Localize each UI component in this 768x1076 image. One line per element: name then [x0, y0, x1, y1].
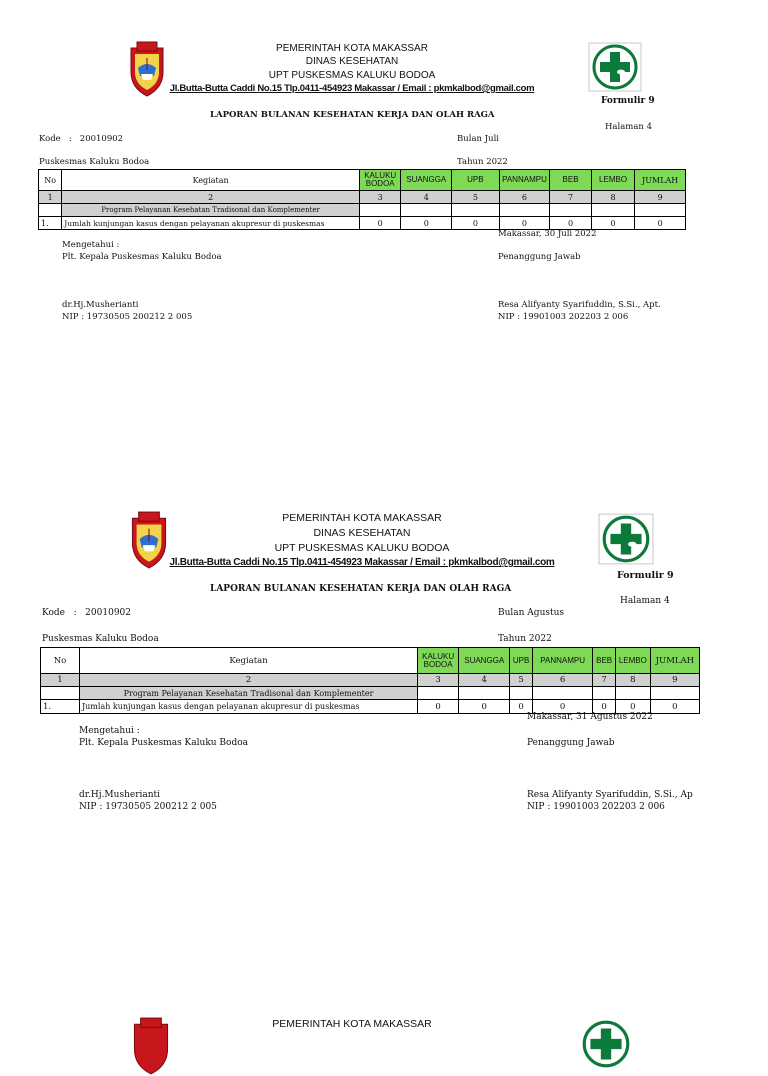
cell-value: 0 — [510, 700, 533, 714]
col-header-pannampu: PANNAMPU — [532, 648, 592, 674]
mengetahui-label: Mengetahui : — [62, 240, 120, 250]
col-header-upb: UPB — [452, 170, 500, 191]
col-number: 3 — [418, 674, 459, 687]
header-line-government: PEMERINTAH KOTA MAKASSAR — [276, 43, 428, 54]
cell-value: 0 — [635, 217, 686, 230]
signatory-left-nip: NIP : 19730505 200212 2 005 — [79, 802, 217, 812]
report-title: LAPORAN BULANAN KESEHATAN KERJA DAN OLAH RAGA — [210, 584, 512, 594]
col-number: 5 — [510, 674, 533, 687]
program-row: Program Pelayanan Kesehatan Tradisonal dan Komplementer — [62, 204, 360, 217]
row-number: 1. — [39, 217, 62, 230]
col-number: 5 — [452, 191, 500, 204]
bulan-label: Bulan Juli — [457, 134, 500, 144]
penanggung-jawab-label: Penanggung Jawab — [527, 738, 615, 748]
col-number: 4 — [401, 191, 452, 204]
col-number: 8 — [591, 191, 635, 204]
signatory-left-nip: NIP : 19730505 200212 2 005 — [62, 312, 193, 322]
col-number: 9 — [650, 674, 699, 687]
col-header-jumlah: JUMLAH — [635, 170, 686, 191]
place-date: Makassar, 31 Agustus 2022 — [527, 712, 653, 722]
col-number: 8 — [615, 674, 650, 687]
col-header-lembo: LEMBO — [615, 648, 650, 674]
formulir-label: Formulir 9 — [617, 570, 674, 581]
bulan-label: Bulan Agustus — [498, 608, 565, 618]
cell-value: 0 — [499, 217, 550, 230]
formulir-label: Formulir 9 — [601, 96, 655, 106]
col-header-beb: BEB — [550, 170, 592, 191]
col-number: 7 — [550, 191, 592, 204]
header-line-government: PEMERINTAH KOTA MAKASSAR — [282, 512, 442, 524]
col-number: 9 — [635, 191, 686, 204]
cell-value: 0 — [615, 700, 650, 714]
col-number: 3 — [359, 191, 401, 204]
header-line-department: DINAS KESEHATAN — [305, 56, 399, 67]
kepala-label: Plt. Kepala Puskesmas Kaluku Bodoa — [79, 738, 249, 748]
cell-value: 0 — [591, 217, 635, 230]
col-number: 1 — [39, 191, 62, 204]
tahun-label: Tahun 2022 — [498, 634, 552, 644]
cell-value: 0 — [532, 700, 592, 714]
col-header-no: No — [41, 648, 80, 674]
header-line-department: DINAS KESEHATAN — [313, 527, 411, 539]
cell-value: 0 — [452, 217, 500, 230]
col-number: 2 — [62, 191, 360, 204]
row-kegiatan: Jumlah kunjungan kasus dengan pelayanan akupresur di puskesmas — [62, 217, 360, 230]
kepala-label: Plt. Kepala Puskesmas Kaluku Bodoa — [62, 252, 222, 262]
col-header-lembo: LEMBO — [591, 170, 635, 191]
col-number: 4 — [459, 674, 510, 687]
halaman-label: Halaman 4 — [605, 122, 652, 132]
program-row: Program Pelayanan Kesehatan Tradisonal dan Komplementer — [79, 687, 417, 700]
cell-value: 0 — [359, 217, 401, 230]
penanggung-jawab-label: Penanggung Jawab — [498, 252, 581, 262]
col-header-suangga: SUANGGA — [401, 170, 452, 191]
header-address: Jl.Butta-Butta Caddi No.15 Tlp.0411-454923 Makassar / Email : pkmkalbod@gmail.com — [169, 83, 535, 94]
place-date: Makassar, 30 Juli 2022 — [498, 229, 597, 239]
header-line-puskesmas: UPT PUSKESMAS KALUKU BODOA — [268, 70, 436, 81]
col-header-suangga: SUANGGA — [459, 648, 510, 674]
col-header-pannampu: PANNAMPU — [499, 170, 550, 191]
signatory-right-name: Resa Alifyanty Syarifuddin, S.Si., Apt. — [498, 300, 661, 310]
row-number: 1. — [41, 700, 80, 714]
col-header-beb: BEB — [593, 648, 616, 674]
cell-value: 0 — [418, 700, 459, 714]
col-header-kegiatan: Kegiatan — [62, 170, 360, 191]
col-header-kaluku-bodoa: KALUKU BODOA — [359, 170, 401, 191]
kode-label: Kode : 20010902 — [42, 608, 131, 618]
signatory-left-name: dr.Hj.Musherianti — [62, 300, 139, 310]
signatory-right-nip: NIP : 19901003 202203 2 006 — [527, 802, 665, 812]
col-number: 2 — [79, 674, 417, 687]
col-header-kaluku-bodoa: KALUKU BODOA — [418, 648, 459, 674]
signatory-left-name: dr.Hj.Musherianti — [79, 790, 161, 800]
cell-value: 0 — [459, 700, 510, 714]
mengetahui-label: Mengetahui : — [79, 726, 140, 736]
report-title: LAPORAN BULANAN KESEHATAN KERJA DAN OLAH RAGA — [210, 110, 495, 120]
cell-value: 0 — [550, 217, 592, 230]
signatory-right-nip: NIP : 19901003 202203 2 006 — [498, 312, 629, 322]
cell-value: 0 — [401, 217, 452, 230]
col-number: 6 — [532, 674, 592, 687]
signatory-right-name: Resa Alifyanty Syarifuddin, S.Si., Ap — [527, 790, 693, 800]
puskesmas-cross-logo-icon — [578, 1018, 634, 1070]
halaman-label: Halaman 4 — [620, 596, 670, 606]
header-address: Jl.Butta-Butta Caddi No.15 Tlp.0411-454923 Makassar / Email : pkmkalbod@gmail.com — [169, 557, 555, 568]
col-header-jumlah: JUMLAH — [650, 648, 699, 674]
col-header-no: No — [39, 170, 62, 191]
cell-value: 0 — [650, 700, 699, 714]
row-kegiatan: Jumlah kunjungan kasus dengan pelayanan akupresur di puskesmas — [79, 700, 417, 714]
header-line-puskesmas: UPT PUSKESMAS KALUKU BODOA — [274, 542, 450, 554]
tahun-label: Tahun 2022 — [457, 157, 508, 167]
col-number: 6 — [499, 191, 550, 204]
col-header-kegiatan: Kegiatan — [79, 648, 417, 674]
cell-value: 0 — [593, 700, 616, 714]
puskesmas-label: Puskesmas Kaluku Bodoa — [39, 157, 150, 167]
col-header-upb: UPB — [510, 648, 533, 674]
kode-label: Kode : 20010902 — [39, 134, 124, 144]
puskesmas-label: Puskesmas Kaluku Bodoa — [42, 634, 159, 644]
col-number: 7 — [593, 674, 616, 687]
header-line-government: PEMERINTAH KOTA MAKASSAR — [272, 1018, 432, 1030]
col-number: 1 — [41, 674, 80, 687]
makassar-city-emblem-icon — [128, 1016, 174, 1076]
